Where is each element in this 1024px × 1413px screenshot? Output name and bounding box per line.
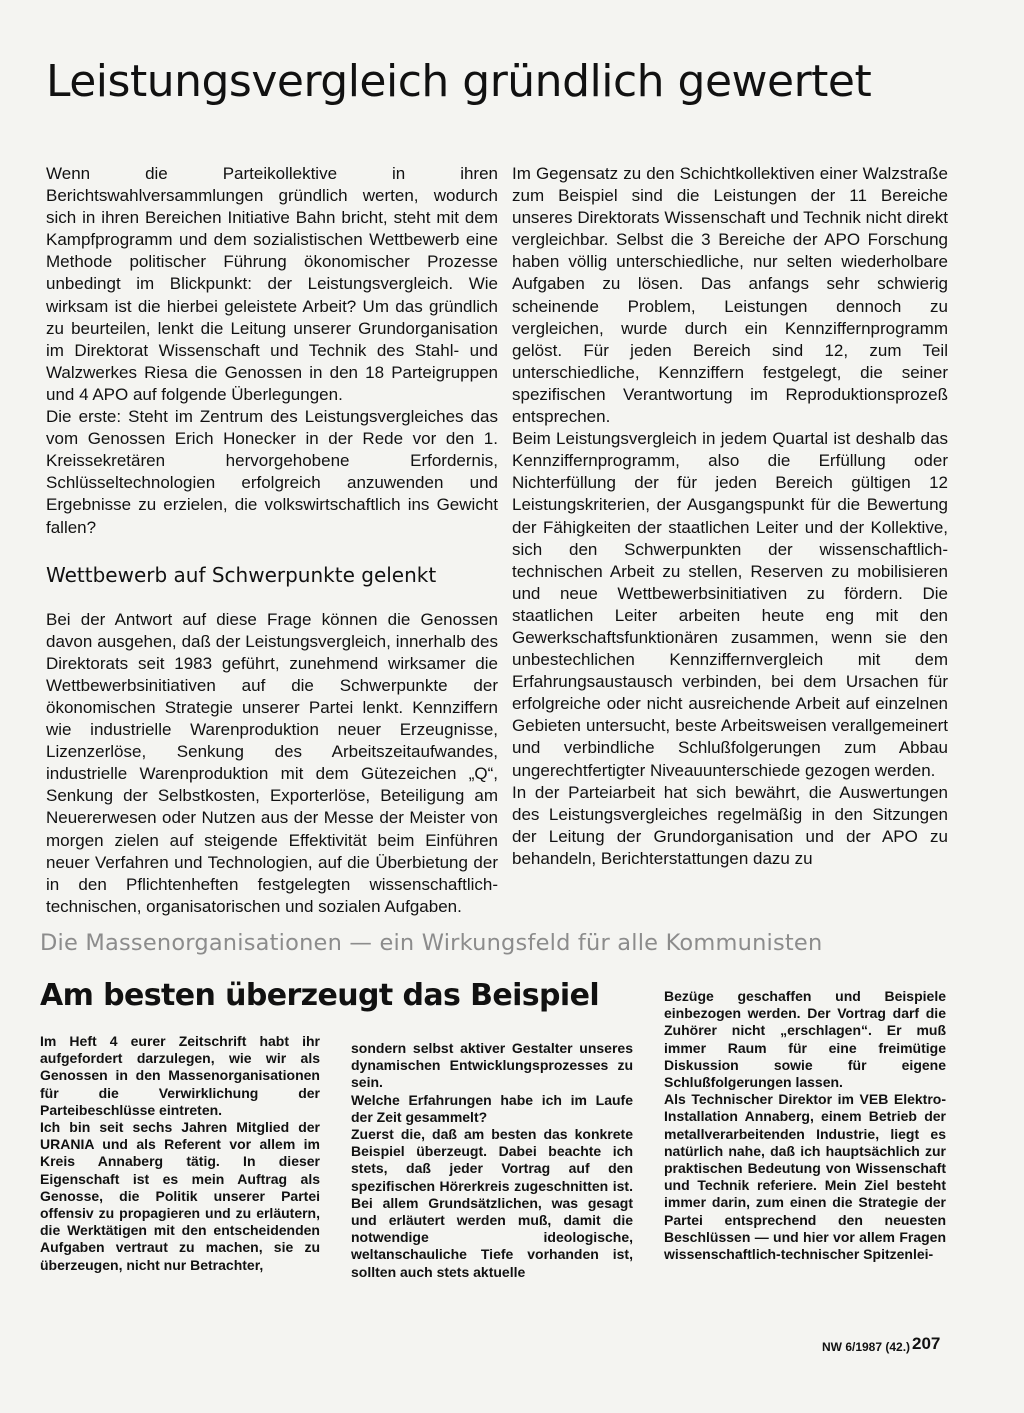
paragraph: Wenn die Parteikollektive in ihren Berichtswahlversammlungen gründlich werten, wodurch sich in ihren Bereichen Initiative Bahn bricht, steht mit dem Kampfprogramm und dem sozialistischen Wettbewerb eine Methode politischer Führung ökonomischer Prozesse unbedingt im Blickpunkt: der Leistungsvergleich. Wie wirksam ist die hierbei geleistete Arbeit? Um das gründlich zu beurteilen, lenkt die Leitung unserer Grundorganisation im Direktorat Wissenschaft und Technik des Stahl- und Walzwerkes Riesa die Genossen in den 18 Parteigruppen und 4 APO auf folgende Überlegungen.: [46, 164, 498, 404]
paragraph: Welche Erfahrungen habe ich im Laufe der Zeit gesammelt?: [351, 1091, 633, 1125]
article-2-title: Am besten überzeugt das Beispiel: [40, 978, 600, 1013]
article-2-column-2: [351, 1040, 633, 1281]
article-2-column-3: [664, 988, 946, 1263]
article-column-1: [46, 163, 498, 918]
paragraph: Bezüge geschaffen und Beispiele einbezogen werden. Der Vortrag darf die Zuhörer nicht „erschlagen“. Er muß immer Raum für eine freimütige Diskussion sowie für eigene Schlußfolgerungen lassen.: [664, 988, 946, 1091]
paragraph: sondern selbst aktiver Gestalter unseres dynamischen Entwicklungsprozesses zu sein.: [351, 1040, 633, 1091]
paragraph: Ich bin seit sechs Jahren Mitglied der URANIA und als Referent vor allem im Kreis Annaberg tätig. In dieser Eigenschaft ist es mein Auftrag als Genosse, die Politik unserer Partei offensiv zu propagieren und zu erläutern, die Werktätigen mit den entscheidenden Aufgaben vertraut zu machen, sie zu überzeugen, nicht nur Betrachter,: [40, 1119, 320, 1273]
issue-reference: NW 6/1987 (42.): [822, 1340, 911, 1354]
paragraph: Bei der Antwort auf diese Frage können die Genossen davon ausgehen, daß der Leistungsvergleich, innerhalb des Direktorats seit 1983 geführt, zunehmend wirksamer die Wettbewerbsinitiativen auf die Schwerpunkte der ökonomischen Strategie unserer Partei lenkt. Kennziffern wie industrielle Warenproduktion neuer Erzeugnisse, Lizenzerlöse, Senkung des Arbeitszeitaufwandes, industrielle Warenproduktion mit dem Gütezeichen „Q“, Senkung der Selbstkosten, Exporterlöse, Beteiligung am Neuererwesen oder Nutzen aus der Messe der Meister von morgen zielen auf steigende Effektivität beim Einführen neuer Verfahren und Technologien, auf die Überbietung der in den Pflichtenheften festgelegten wissenschaftlich-technischen, organisatorischen und sozialen Aufgaben.: [46, 609, 498, 916]
paragraph: Im Heft 4 eurer Zeitschrift habt ihr aufgefordert darzulegen, wie wir als Genossen in den Massenorganisationen für die Verwirklichung der Parteibeschlüsse eintreten.: [40, 1033, 320, 1118]
paragraph: Die erste: Steht im Zentrum des Leistungsvergleiches das vom Genossen Erich Honecker in der Rede vor den 1. Kreissekretären hervorgehobene Erfordernis, Schlüsseltechnologien erfolgreich anzuwenden und Ergebnisse zu erzielen, die volkswirtschaftlich ins Gewicht fallen?: [46, 407, 498, 537]
paragraph: Zuerst die, daß am besten das konkrete Beispiel überzeugt. Dabei beachte ich stets, daß jeder Vortrag auf den spezifischen Hörerkreis zugeschnitten ist. Bei allem Grundsätzlichen, was gesagt und erläutert werden muß, damit die notwendige ideologische, weltanschauliche Tiefe vorhanden ist, sollten auch stets aktuelle: [351, 1126, 633, 1280]
subheading: Wettbewerb auf Schwerpunkte gelenkt: [46, 562, 437, 587]
article-column-2: [512, 163, 948, 870]
page-number: 207: [912, 1334, 941, 1353]
paragraph: In der Parteiarbeit hat sich bewährt, die Auswertungen des Leistungsvergleiches regelmäßig in den Sitzungen der Leitung der Grundorganisation und der APO zu behandeln, Berichterstattungen dazu zu: [512, 782, 948, 868]
article-2-column-1: [40, 1033, 320, 1274]
article-title: Leistungsvergleich gründlich gewertet: [46, 56, 872, 107]
section-kicker: Die Massenorganisationen — ein Wirkungsfeld für alle Kommunisten: [40, 930, 823, 956]
paragraph: Im Gegensatz zu den Schichtkollektiven einer Walzstraße zum Beispiel sind die Leistungen der 11 Bereiche unseres Direktorats Wissenschaft und Technik nicht direkt vergleichbar. Selbst die 3 Bereiche der APO Forschung haben völlig unterschiedliche, nur selten wiederholbare Aufgaben zu lösen. Das anfangs sehr schwierig scheinende Problem, Leistungen dennoch zu vergleichen, wurde durch ein Kennziffernprogramm gelöst. Für jeden Bereich sind 12, zum Teil unterschiedliche, Kennziffern festgelegt, die seiner spezifischen Verantwortung im Reproduktionsprozeß entsprechen.: [512, 164, 948, 427]
paragraph: Als Technischer Direktor im VEB Elektro-Installation Annaberg, einem Betrieb der metallverarbeitenden Industrie, liegt es natürlich nahe, daß ich hauptsächlich zur praktischen Bedeutung von Wissenschaft und Technik referiere. Mein Ziel besteht immer darin, zum einen die Strategie der Partei entsprechend den neuesten Beschlüssen — und hier vor allem Fragen wissenschaftlich-technischer Spitzenlei-: [664, 1091, 946, 1263]
paragraph: Beim Leistungsvergleich in jedem Quartal ist deshalb das Kennziffernprogramm, also die Erfüllung oder Nichterfüllung der für jeden Bereich gültigen 12 Leistungskriterien, der Ausgangspunkt für die Bewertung der Fähigkeiten der staatlichen Leiter und der Kollektive, sich den Schwerpunkten der wissenschaftlich-technischen Arbeit zu stellen, Reserven zu mobilisieren und neue Wettbewerbsinitiativen zu fördern. Die staatlichen Leiter arbeiten heute eng mit den Gewerkschaftsfunktionären zusammen, wenn sie den unbestechlichen Kennziffernvergleich mit dem Erfahrungsaustausch verbinden, bei dem Ursachen für erfolgreiche oder nicht ausreichende Arbeit auf einzelnen Gebieten untersucht, beste Arbeitsweisen verallgemeinert und verbindliche Schlußfolgerungen zum Abbau ungerechtfertigter Niveauunterschiede gezogen werden.: [512, 429, 948, 780]
